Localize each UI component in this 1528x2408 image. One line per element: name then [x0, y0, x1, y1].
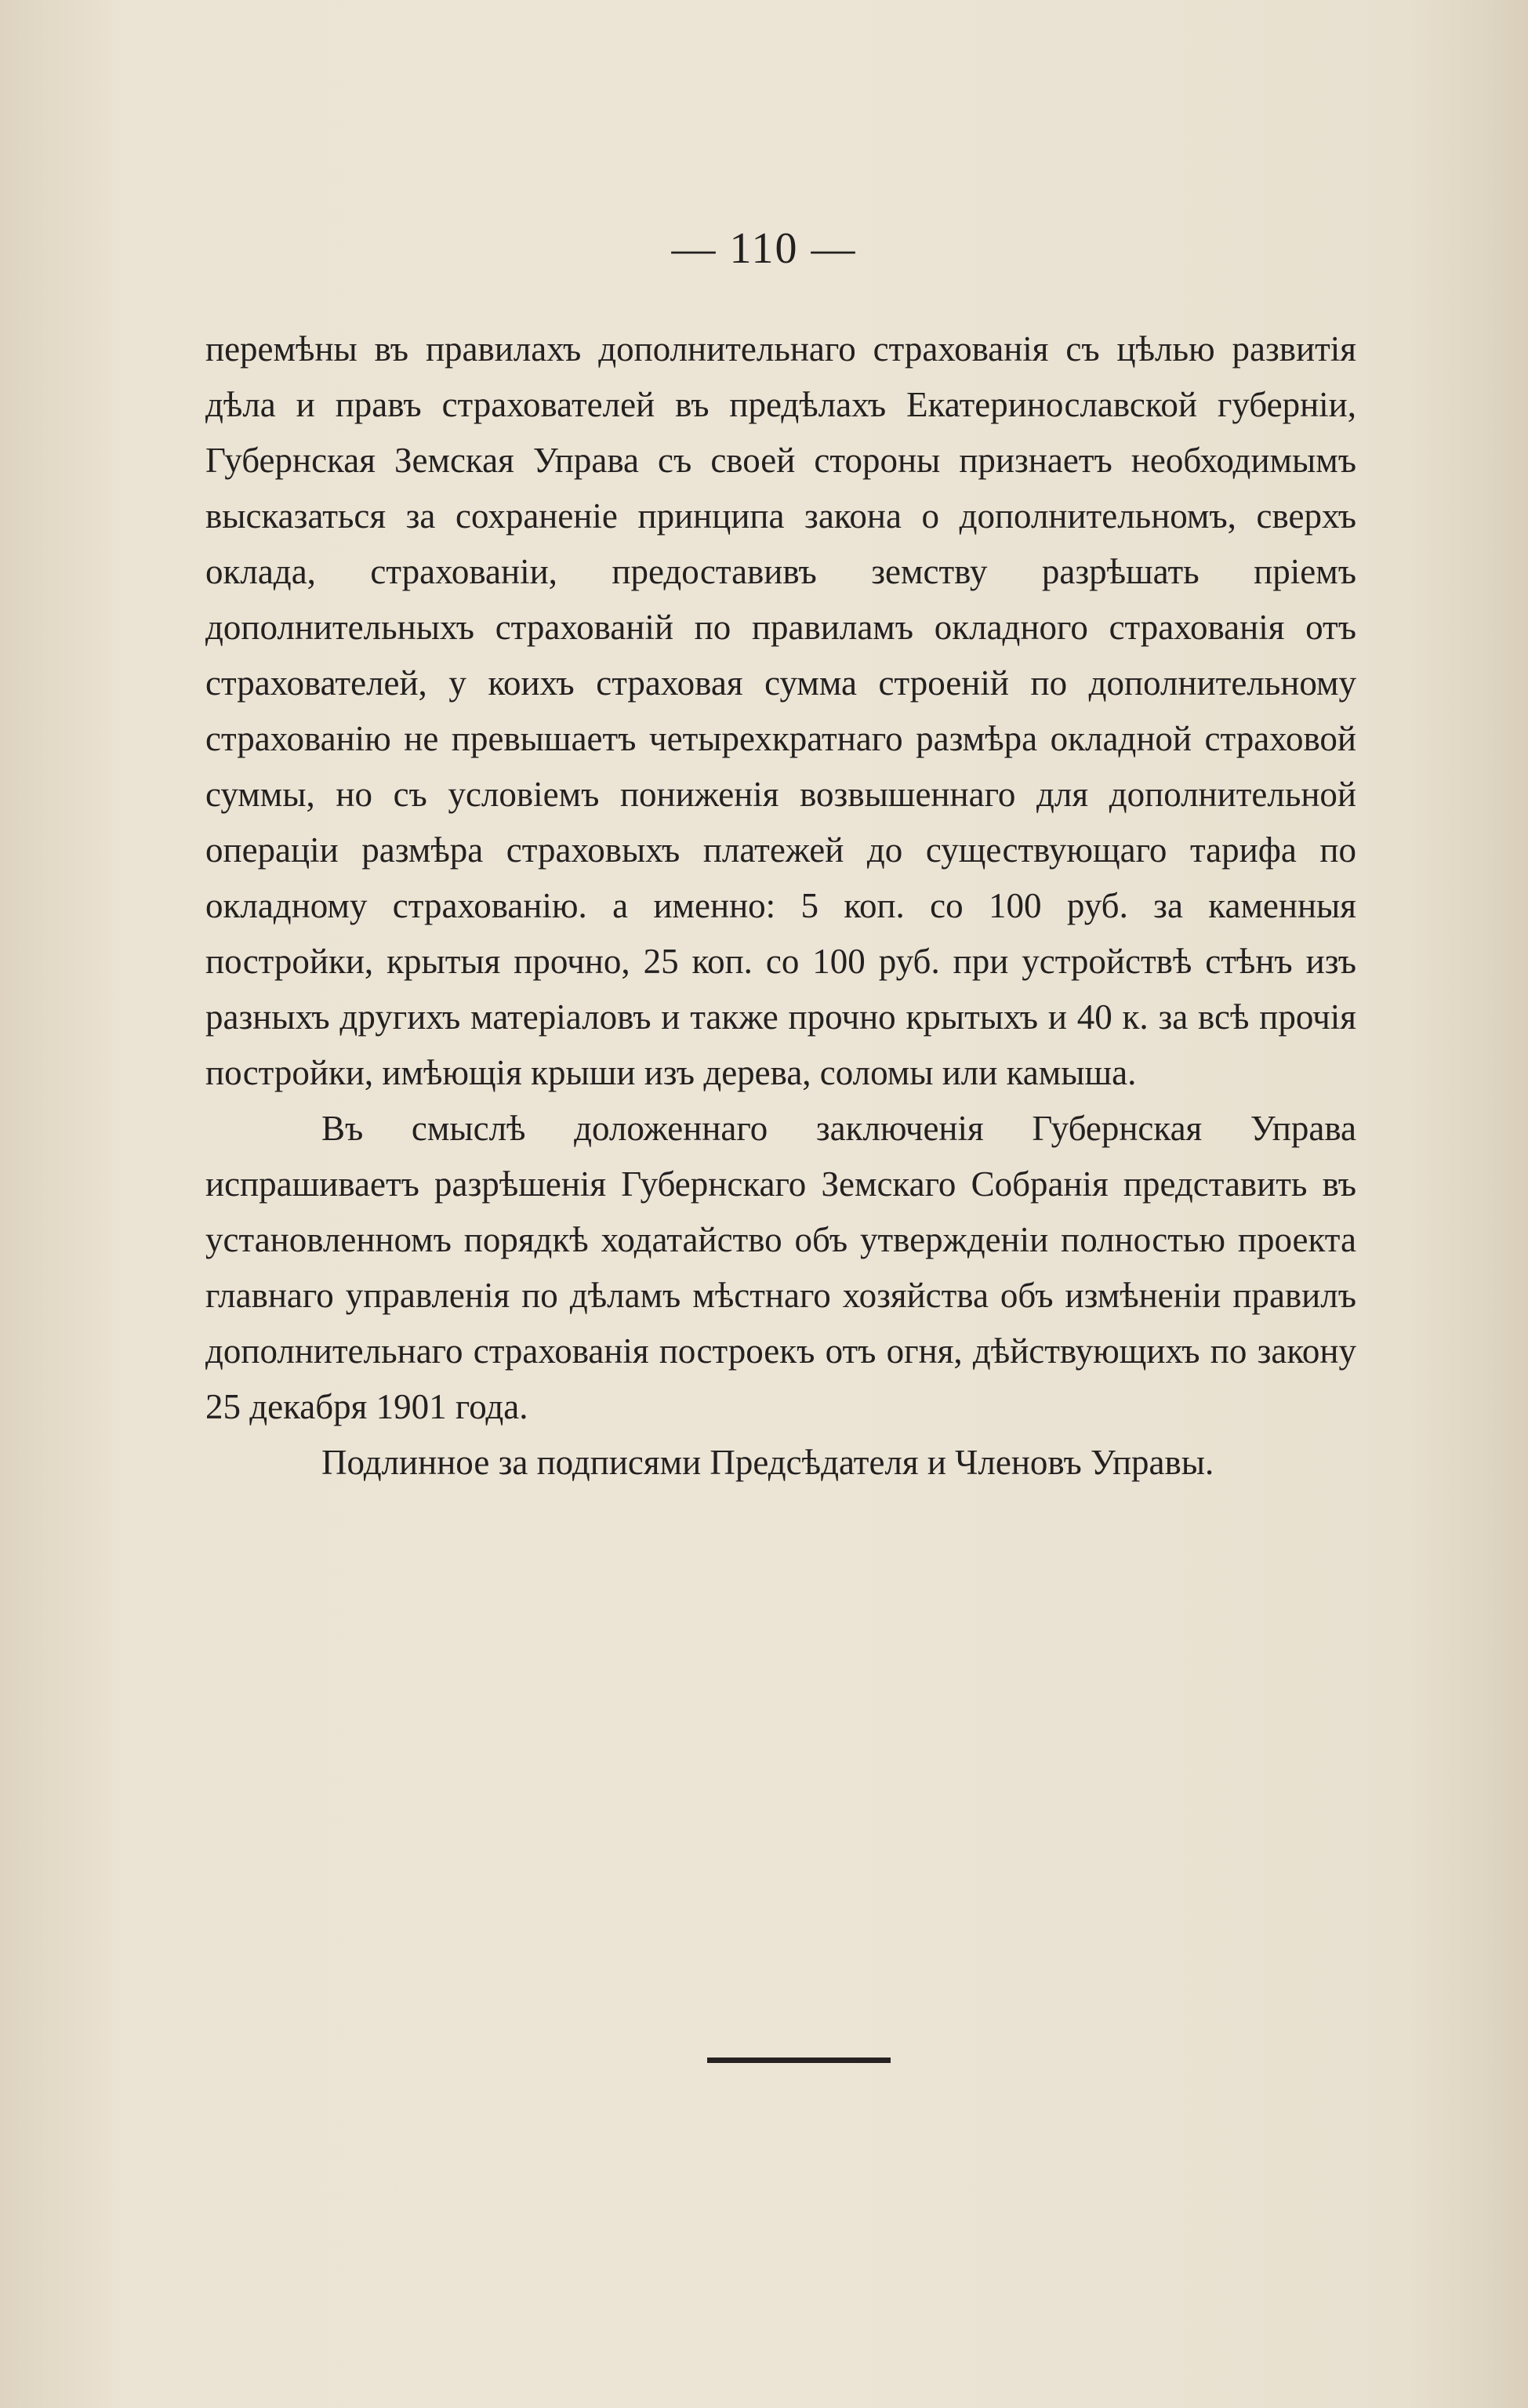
end-rule — [707, 2058, 891, 2063]
page-number: — 110 — — [671, 224, 857, 273]
paragraph-signature-note: Подлинное за подписями Предсѣдателя и Членовъ Управы. — [321, 1443, 1214, 1482]
body-text — [205, 321, 1356, 1491]
paragraph-continuation: перемѣны въ правилахъ дополнительнаго страхованія съ цѣлью развитія дѣла и правъ страхователей въ предѣлахъ Екатеринославской губерніи, Губернская Земская Управа съ своей стороны признаетъ необходимымъ высказаться за сохраненіе принципа закона о дополнительномъ, сверхъ оклада, страхованіи, предоставивъ земству разрѣшать пріемъ дополнительныхъ страхованій по правиламъ окладного страхованія отъ страхователей, у коихъ страховая сумма строеній по дополнительному страхованію не превышаетъ четырехкратнаго размѣра окладной страховой суммы, но съ условіемъ пониженія возвышеннаго для дополнительной операціи размѣра страховыхъ платежей до существующаго тарифа по окладному страхованію. а именно: 5 коп. со 100 руб. за каменныя постройки, крытыя прочно, 25 коп. со 100 руб. при устройствѣ стѣнъ изъ разныхъ другихъ матеріаловъ и также прочно крытыхъ и 40 к. за всѣ прочія постройки, имѣющія крыши изъ дерева, соломы или камыша. — [205, 329, 1356, 1092]
paragraph-petition: Въ смыслѣ доложеннаго заключенія Губернская Управа испрашиваетъ разрѣшенія Губернскаго Земскаго Собранія представить въ установленномъ порядкѣ ходатайство объ утвержденіи полностью проекта главнаго управленія по дѣламъ мѣстнаго хозяйства объ измѣненіи правилъ дополнительнаго страхованія построекъ отъ огня, дѣйствующихъ по закону 25 декабря 1901 года. — [205, 1109, 1356, 1426]
